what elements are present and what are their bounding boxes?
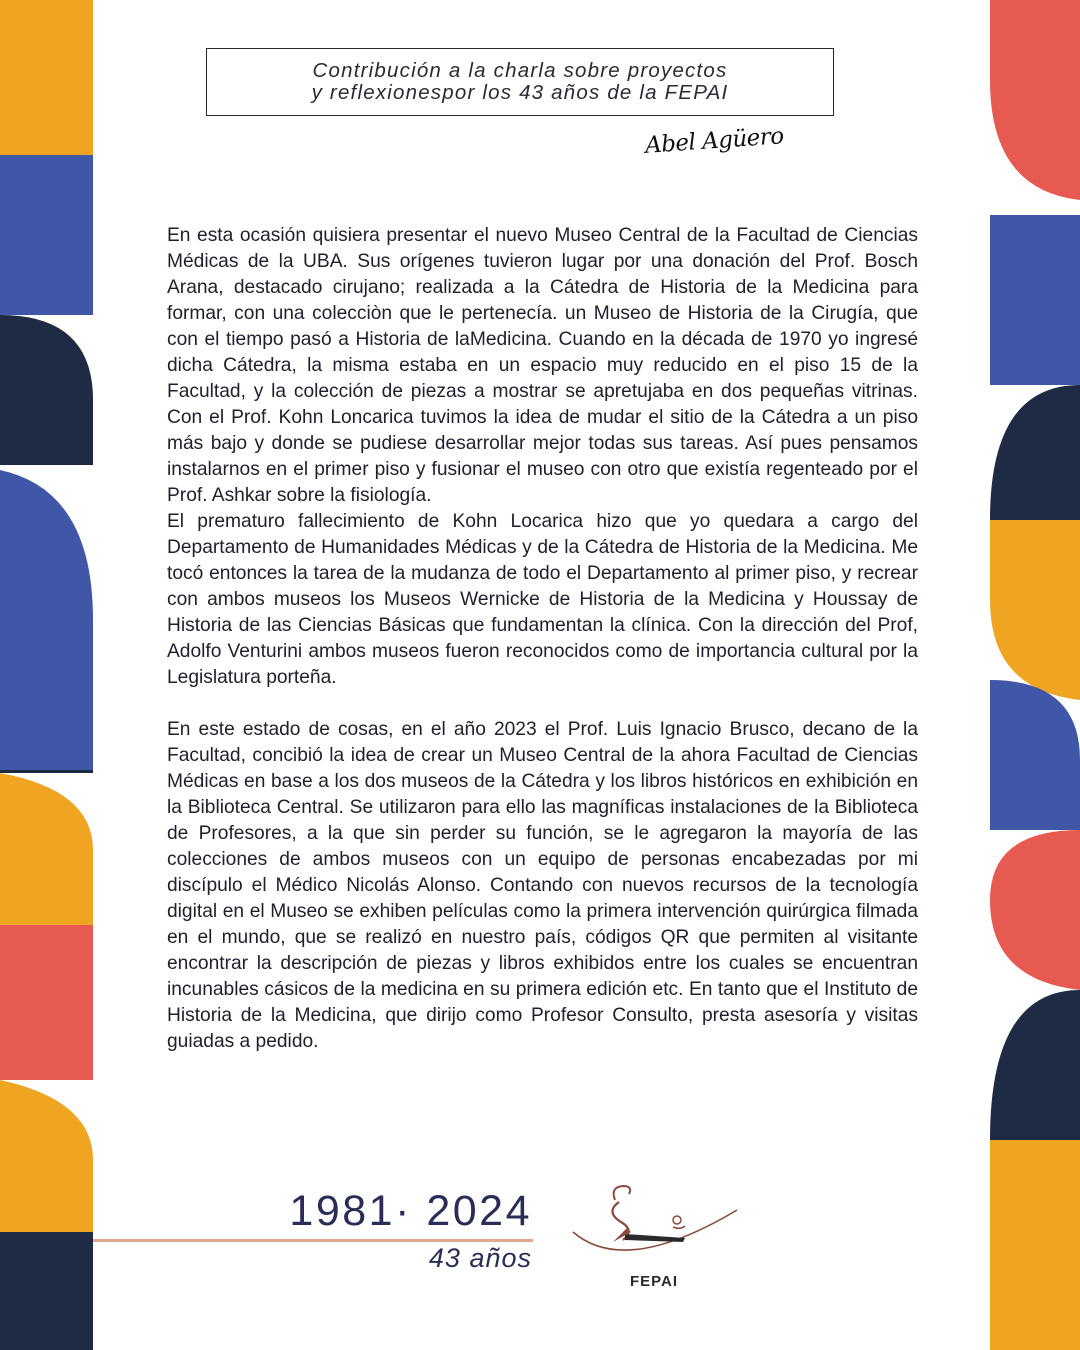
header-title-box — [206, 48, 834, 116]
paragraph: En este estado de cosas, en el año 2023 el Prof. Luis Ignacio Brusco, decano de la Facultad, concibió la idea de crear un Museo Central de la ahora Facultad de Ciencias Médicas en base a los dos museos de la Cátedra y los libros históricos en exhibición en la Biblioteca Central. Se utilizaron para ello las magníficas instalaciones de la Biblioteca de Profesores, a la que sin perder su función, se le agregaron la mayoría de las colecciones de ambos museos con un equipo de personas encabezadas por mi discípulo el Médico Nicolás Alonso. Contando con nuevos recursos de la tecnología digital en el Museo se exhiben películas como la primera intervención quirúrgica filmada en el mundo, que se realizó en nuestro país, códigos QR que permiten al visitante encontrar la descripción de piezas y libros exhibidos entre los cuales se encuentran incunables cásicos de la medicina en su primera edición etc. En tanto que el Instituto de Historia de la Medicina, que dirijo como Profesor Consulto, presta asesoría y visitas guiadas a pedido. — [167, 719, 918, 1052]
author-signature: Abel Agüero — [644, 123, 785, 159]
decorative-pattern-right — [990, 0, 1080, 1350]
anniversary-label: 43 años — [428, 1243, 532, 1273]
fepai-quill-logo — [565, 1182, 743, 1282]
decorative-pattern-left — [0, 0, 93, 1350]
fepai-logo-text: FEPAI — [629, 1273, 679, 1290]
years-range: 1981· 2024 — [289, 1187, 532, 1235]
header-title-line2: y reflexionespor los 43 años de la FEPAI — [311, 81, 729, 104]
divider-line — [93, 1239, 533, 1242]
paragraph: En esta ocasión quisiera presentar el nuevo Museo Central de la Facultad de Ciencias Médicas de la UBA. Sus orígenes tuvieron lugar por una donación del Prof. Bosch Arana, destacado cirujano; realizada a la Cátedra de Historia de la Medicina para formar, con una colecciòn que le pertenecía. un Museo de Historia de la Cirugía, que con el tiempo pasó a Historia de laMedicina. Cuando en la década de 1970 yo ingresé dicha Cátedra, la misma estaba en un espacio muy reducido en el piso 15 de la Facultad, y la colección de piezas a mostrar se apretujaba en dos pequeñas vitrinas. Con el Prof. Kohn Loncarica tuvimos la idea de mudar el sitio de la Cátedra a un piso más bajo y donde se pudiese desarrollar mejor todas sus tareas. Así pues pensamos instalarnos en el primer piso y fusionar el museo con otro que existía regenteado por el Prof. Ashkar sobre la fisiología. — [167, 225, 918, 506]
header-title-line1: Contribución a la charla sobre proyectos — [312, 59, 728, 82]
article-body — [167, 223, 918, 1055]
paragraph: El prematuro fallecimiento de Kohn Locarica hizo que yo quedara a cargo del Departamento de Humanidades Médicas y de la Cátedra de Historia de la Medicina. Me tocó entonces la tarea de la mudanza de todo el Departamento al primer piso, y recrear con ambos museos los Museos Wernicke de Historia de la Medicina y Houssay de Historia de las Ciencias Básicas que fundamentan la clínica. Con la dirección del Prof, Adolfo Venturini ambos museos fueron reconocidos como de importancia cultural por la Legislatura porteña. — [167, 511, 918, 688]
